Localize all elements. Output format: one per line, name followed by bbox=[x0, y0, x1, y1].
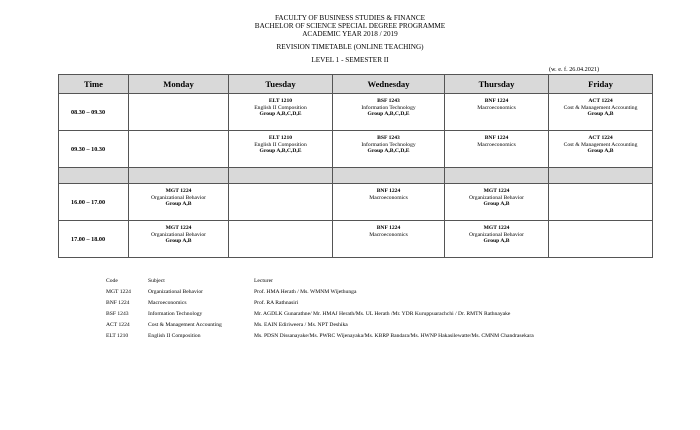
course-code: ELT 1210 bbox=[268, 98, 293, 104]
time-cell: 16.00 – 17.00 bbox=[59, 184, 129, 221]
course-subject: Cost & Management Accounting bbox=[563, 104, 638, 111]
course-code: BNF 1224 bbox=[484, 98, 509, 104]
course-code: MGT 1224 bbox=[483, 188, 510, 194]
class-entry bbox=[445, 94, 548, 111]
col-header-tuesday: Tuesday bbox=[229, 75, 333, 94]
break-cell bbox=[445, 168, 549, 184]
course-group: Group A,B bbox=[587, 111, 614, 118]
course-subject: English II Composition bbox=[254, 141, 307, 148]
course-subject: Organizational Behavior bbox=[468, 231, 525, 238]
course-code: ELT 1210 bbox=[268, 135, 293, 141]
course-subject: Organizational Behavior bbox=[150, 194, 207, 201]
legend-lecturer: Ms. EAIN Ediriweera / Ms. NPT Deshika bbox=[254, 322, 348, 328]
course-code: MGT 1224 bbox=[165, 188, 192, 194]
time-slot-row bbox=[59, 184, 653, 221]
time-slot-row bbox=[59, 94, 653, 131]
course-subject: Organizational Behavior bbox=[468, 194, 525, 201]
break-cell bbox=[333, 168, 445, 184]
class-cell-tuesday bbox=[229, 221, 333, 258]
break-cell bbox=[229, 168, 333, 184]
class-entry bbox=[445, 184, 548, 208]
col-header-wednesday: Wednesday bbox=[333, 75, 445, 94]
effective-date: (w. e. f. 26.04.2021) bbox=[549, 66, 600, 73]
legend-subject: Cost & Management Accounting bbox=[148, 322, 222, 328]
timetable-header-row bbox=[59, 75, 653, 94]
class-cell-friday bbox=[549, 221, 653, 258]
course-code: ACT 1224 bbox=[588, 135, 613, 141]
class-entry bbox=[445, 221, 548, 245]
legend-lecturer: Prof. RA Rathnasiri bbox=[254, 300, 299, 306]
course-subject: Organizational Behavior bbox=[150, 231, 207, 238]
class-cell-wednesday bbox=[333, 94, 445, 131]
class-cell-tuesday bbox=[229, 131, 333, 168]
course-group: Group A,B,C,D,E bbox=[367, 148, 410, 155]
course-code: BSF 1243 bbox=[377, 135, 400, 141]
course-code: MGT 1224 bbox=[165, 225, 192, 231]
course-code: BNF 1224 bbox=[376, 188, 401, 194]
class-entry bbox=[333, 94, 444, 118]
level-semester: LEVEL 1 - SEMESTER II bbox=[311, 56, 389, 64]
course-group: Group A,B,C,D,E bbox=[367, 111, 410, 118]
class-cell-friday bbox=[549, 131, 653, 168]
class-entry bbox=[129, 184, 228, 208]
class-entry bbox=[549, 94, 652, 118]
class-cell-monday bbox=[129, 94, 229, 131]
legend-code: ELT 1210 bbox=[106, 333, 129, 339]
class-entry bbox=[229, 131, 332, 155]
class-entry bbox=[333, 221, 444, 238]
course-group: Group A,B,C,D,E bbox=[259, 148, 302, 155]
timetable-title: REVISION TIMETABLE (ONLINE TEACHING) bbox=[276, 43, 424, 51]
legend-subject: English II Composition bbox=[148, 333, 201, 339]
col-header-monday: Monday bbox=[129, 75, 229, 94]
legend-code: MGT 1224 bbox=[106, 289, 131, 295]
course-subject: English II Composition bbox=[254, 104, 307, 111]
legend-code: BSF 1243 bbox=[106, 311, 129, 317]
course-group: Group A,B,C,D,E bbox=[259, 111, 302, 118]
class-cell-thursday bbox=[445, 221, 549, 258]
class-cell-wednesday bbox=[333, 131, 445, 168]
class-entry bbox=[333, 184, 444, 201]
class-cell-wednesday bbox=[333, 221, 445, 258]
class-entry bbox=[445, 131, 548, 148]
time-cell: 08.30 – 09.30 bbox=[59, 94, 129, 131]
course-subject: Cost & Management Accounting bbox=[563, 141, 638, 148]
break-cell bbox=[549, 168, 653, 184]
course-subject: Information Technology bbox=[361, 104, 416, 111]
break-cell bbox=[129, 168, 229, 184]
time-slot-row bbox=[59, 131, 653, 168]
faculty-title: FACULTY OF BUSINESS STUDIES & FINANCE bbox=[274, 14, 426, 22]
class-cell-tuesday bbox=[229, 184, 333, 221]
class-cell-thursday bbox=[445, 184, 549, 221]
time-cell: 09.30 – 10.30 bbox=[59, 131, 129, 168]
course-group: Group A,B bbox=[165, 238, 192, 245]
break-row bbox=[59, 168, 653, 184]
class-cell-monday bbox=[129, 221, 229, 258]
legend-code: ACT 1224 bbox=[106, 322, 130, 328]
academic-year: ACADEMIC YEAR 2018 / 2019 bbox=[302, 30, 398, 38]
col-header-thursday: Thursday bbox=[445, 75, 549, 94]
legend-subject: Information Technology bbox=[148, 311, 203, 317]
course-group: Group A,B bbox=[483, 201, 510, 208]
class-entry bbox=[333, 131, 444, 155]
break-cell bbox=[59, 168, 129, 184]
legend-lecturer: Mr. AGDLK Gunarathne/ Mr. HMAJ Herath/Ms. UL Herath /Mr. YDR Kuruppuarachchi / Dr. RMTN Rathnayake bbox=[254, 311, 511, 317]
course-subject: Macroeconomics bbox=[477, 141, 516, 148]
class-entry bbox=[549, 131, 652, 155]
legend-lecturer: Prof. HMA Herath / Ms. WMNM Wijethunga bbox=[254, 289, 357, 295]
course-code: MGT 1224 bbox=[483, 225, 510, 231]
timetable bbox=[58, 74, 653, 258]
class-cell-wednesday bbox=[333, 184, 445, 221]
programme-title: BACHELOR OF SCIENCE SPECIAL DEGREE PROGRAMME bbox=[254, 22, 446, 30]
col-header-time: Time bbox=[59, 75, 129, 94]
legend-header-code: Code bbox=[106, 278, 118, 284]
legend-header-lecturer: Lecturer bbox=[254, 278, 273, 284]
legend-code: BNF 1224 bbox=[106, 300, 130, 306]
course-subject: Macroeconomics bbox=[477, 104, 516, 111]
course-subject: Macroeconomics bbox=[369, 194, 408, 201]
legend-subject: Organizational Behavior bbox=[148, 289, 204, 295]
class-entry bbox=[129, 221, 228, 245]
class-entry bbox=[229, 94, 332, 118]
class-cell-thursday bbox=[445, 131, 549, 168]
course-subject: Macroeconomics bbox=[369, 231, 408, 238]
legend-lecturer: Ms. PDSN Dissanayake/Ms. PWRC Wijenayaka/Ms. KBRP Bandara/Ms. HWNP Hakasilewatte/Ms. CMNM Chandrasekara bbox=[254, 333, 534, 339]
time-slot-row bbox=[59, 221, 653, 258]
class-cell-friday bbox=[549, 94, 653, 131]
class-cell-thursday bbox=[445, 94, 549, 131]
course-group: Group A,B bbox=[483, 238, 510, 245]
time-cell: 17.00 – 18.00 bbox=[59, 221, 129, 258]
class-cell-monday bbox=[129, 131, 229, 168]
class-cell-tuesday bbox=[229, 94, 333, 131]
course-code: BNF 1224 bbox=[376, 225, 401, 231]
course-subject: Information Technology bbox=[361, 141, 416, 148]
course-code: ACT 1224 bbox=[588, 98, 613, 104]
class-cell-friday bbox=[549, 184, 653, 221]
class-cell-monday bbox=[129, 184, 229, 221]
course-group: Group A,B bbox=[165, 201, 192, 208]
course-code: BSF 1243 bbox=[377, 98, 400, 104]
course-code: BNF 1224 bbox=[484, 135, 509, 141]
legend-subject: Macroeconomics bbox=[148, 300, 187, 306]
legend-header-subject: Subject bbox=[148, 278, 165, 284]
col-header-friday: Friday bbox=[549, 75, 653, 94]
course-group: Group A,B bbox=[587, 148, 614, 155]
